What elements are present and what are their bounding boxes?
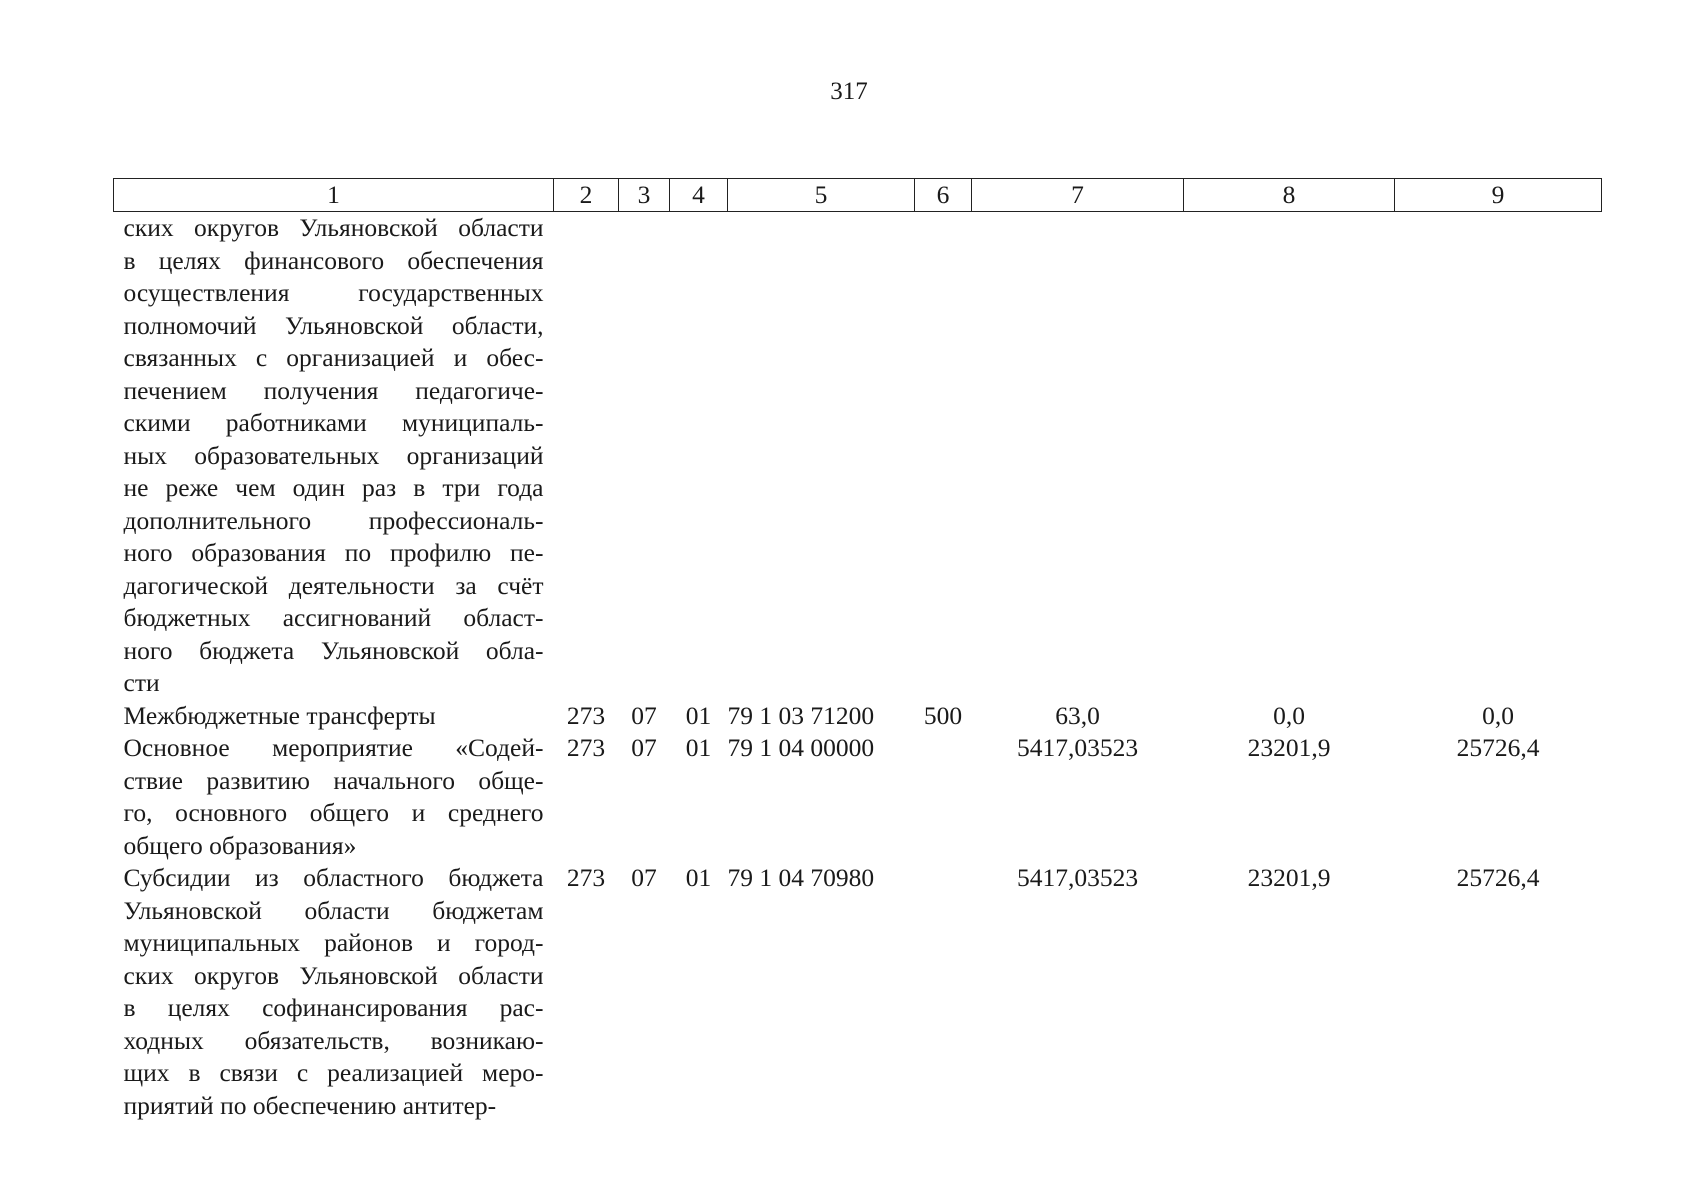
description-line: дагогической деятельности за счёт: [123, 570, 544, 600]
description-line: общего образования»: [123, 830, 357, 860]
column-header-4: 4: [670, 179, 728, 212]
description-line: Межбюджетные трансферты: [123, 700, 436, 730]
description-line: сти: [123, 668, 160, 697]
cell-expense-type: [915, 862, 972, 1122]
description-line: ствие развитию начального обще-: [123, 765, 544, 795]
cell-amount-year-1: 5417,03523: [1016, 733, 1139, 762]
description-line: Ульяновской области бюджетам: [123, 895, 544, 925]
description-line: приятий по обеспечению антитер-: [123, 1090, 497, 1120]
table-row: [114, 862, 1602, 1122]
cell-expense-type: 500: [923, 700, 963, 730]
description-line: в целях финансового обеспечения: [123, 245, 544, 275]
cell-expense-type: [915, 732, 972, 862]
cell-amount-year-3: 25726,4: [1456, 733, 1540, 762]
description-line: го, основного общего и среднего: [123, 798, 544, 827]
cell-amount-year-3: [1395, 212, 1602, 700]
cell-section: [619, 212, 670, 700]
description-line: Субсидии из областного бюджета: [123, 863, 544, 892]
description-line: ходных обязательств, возникаю-: [123, 1025, 544, 1055]
row-description: [114, 700, 554, 733]
cell-target-article: 79 1 03 71200: [727, 700, 875, 730]
cell-subsection: 01: [685, 733, 712, 762]
description-line: дополнительного профессиональ-: [123, 505, 544, 535]
description-line: в целях софинансирования рас-: [123, 993, 544, 1022]
cell-subsection: 01: [685, 863, 712, 892]
cell-amount-year-2: 0,0: [1273, 700, 1305, 730]
table-row: [114, 212, 1602, 700]
cell-amount-year-2: 23201,9: [1247, 733, 1331, 762]
cell-amount-year-2: [1184, 212, 1395, 700]
cell-amount-year-1: [972, 212, 1184, 700]
cell-expense-type: [915, 212, 972, 700]
table-row: [114, 732, 1602, 862]
row-description: [114, 732, 554, 862]
description-line: ских округов Ульяновской области: [123, 960, 544, 990]
cell-amount-year-3: 0,0: [1482, 700, 1514, 730]
description-line: скими работниками муниципаль-: [123, 408, 544, 437]
description-line: не реже чем один раз в три года: [123, 473, 544, 502]
table-row: [114, 700, 1602, 733]
column-header-9: 9: [1395, 179, 1602, 212]
row-description: [114, 862, 554, 1122]
cell-amount-year-2: 23201,9: [1247, 863, 1331, 892]
cell-section: 07: [631, 863, 657, 892]
description-line: ного образования по профилю пе-: [123, 538, 544, 567]
column-header-7: 7: [972, 179, 1184, 212]
cell-target-article: 79 1 04 70980: [727, 863, 875, 892]
description-line: печением получения педагогиче-: [123, 375, 544, 405]
column-header-1: 1: [114, 179, 554, 212]
table-body: [114, 212, 1602, 1123]
description-line: полномочий Ульяновской области,: [123, 310, 544, 340]
header-row: [114, 179, 1602, 212]
description-line: ного бюджета Ульяновской обла-: [123, 635, 544, 665]
column-header-3: 3: [619, 179, 670, 212]
row-description: [114, 212, 554, 700]
cell-section: 07: [631, 733, 657, 762]
description-line: осуществления государственных: [123, 278, 544, 307]
description-line: связанных с организацией и обес-: [123, 343, 544, 372]
cell-ministry-code: 273: [566, 733, 606, 762]
description-line: бюджетных ассигнований област-: [123, 603, 544, 632]
description-line: ных образовательных организаций: [123, 440, 544, 470]
cell-ministry-code: 273: [566, 700, 606, 730]
cell-ministry-code: 273: [566, 863, 606, 892]
cell-ministry-code: [554, 212, 619, 700]
cell-target-article: [728, 212, 915, 700]
cell-amount-year-1: 63,0: [1055, 700, 1100, 730]
column-header-8: 8: [1184, 179, 1395, 212]
cell-target-article: 79 1 04 00000: [727, 733, 875, 762]
budget-table: [113, 178, 1602, 1122]
cell-subsection: 01: [685, 700, 712, 730]
description-line: Основное мероприятие «Содей-: [123, 733, 544, 762]
cell-section: 07: [631, 700, 657, 730]
description-line: ских округов Ульяновской области: [123, 213, 544, 242]
cell-subsection: [670, 212, 728, 700]
column-header-5: 5: [728, 179, 915, 212]
cell-amount-year-1: 5417,03523: [1016, 863, 1139, 892]
description-line: муниципальных районов и город-: [123, 928, 544, 957]
column-header-6: 6: [915, 179, 972, 212]
column-header-2: 2: [554, 179, 619, 212]
page-number: 317: [830, 78, 868, 105]
description-line: щих в связи с реализацией меро-: [123, 1058, 544, 1087]
cell-amount-year-3: 25726,4: [1456, 863, 1540, 892]
